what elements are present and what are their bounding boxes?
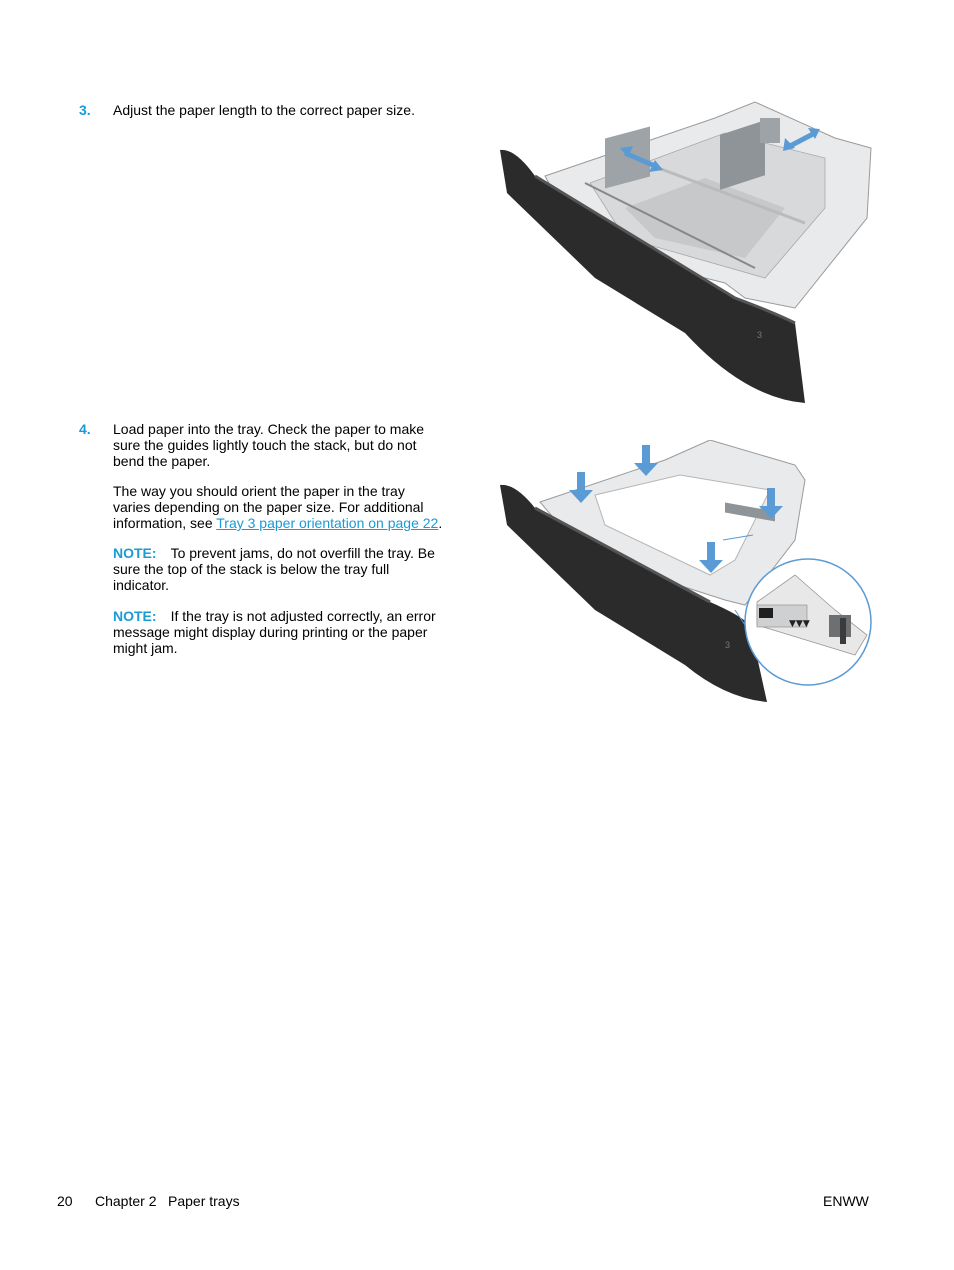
page-number: 20 [57, 1193, 73, 1209]
note-label: NOTE: [113, 608, 157, 624]
footer-section: Paper trays [168, 1193, 240, 1209]
note-overfill-text: To prevent jams, do not overfill the tray. Be sure the top of the stack is below the tray full indicator. [113, 545, 435, 593]
orientation-paragraph [113, 483, 443, 531]
footer-enww: ENWW [823, 1193, 869, 1209]
orientation-text: The way you should orient the paper in the tray varies depending on the paper size. For additional information, see [113, 483, 424, 531]
step-3-instruction: Adjust the paper length to the correct paper size. [113, 102, 415, 118]
note-label: NOTE: [113, 545, 157, 561]
tray-number-label-2: 3 [725, 640, 731, 650]
note-overfill [113, 545, 443, 593]
tray-load-paper-figure [495, 440, 875, 708]
step-4-number: 4. [79, 421, 91, 437]
note-adjust [113, 608, 443, 656]
tray3-orientation-link[interactable]: Tray 3 paper orientation on page 22 [216, 515, 439, 531]
footer-chapter: Chapter 2 [95, 1193, 157, 1209]
step-4-instruction: Load paper into the tray. Check the paper to make sure the guides lightly touch the stack, but do not bend the paper. [113, 421, 425, 469]
step-3-number: 3. [79, 102, 91, 118]
note-adjust-text: If the tray is not adjusted correctly, an error message might display during printing or the paper might jam. [113, 608, 436, 656]
step-4-text [113, 421, 443, 656]
svg-text:▼▼▼: ▼▼▼ [789, 619, 810, 629]
tray-length-adjust-figure [495, 98, 875, 408]
step-3-text [113, 102, 443, 118]
tray-number-label-1: 3 [757, 330, 763, 340]
orientation-end: . [438, 515, 443, 531]
